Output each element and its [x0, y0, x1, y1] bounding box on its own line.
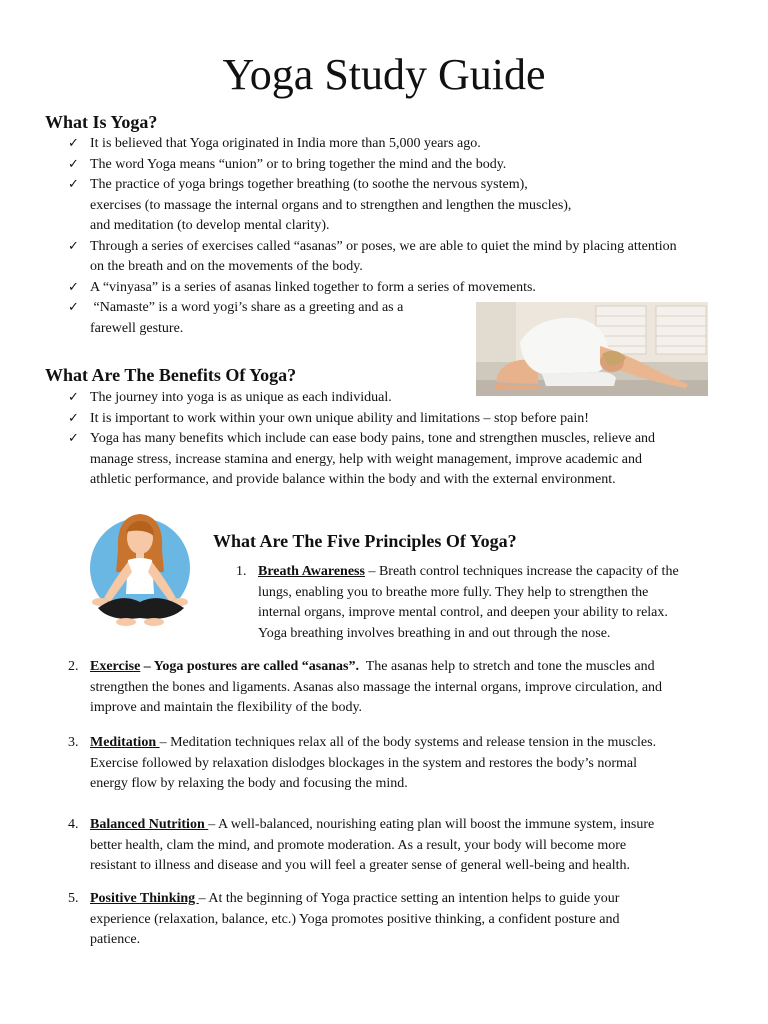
check-mark-icon: ✓	[68, 300, 79, 315]
list-item: ✓ It is important to work within your own unique ability and limitations – stop before pain!	[68, 409, 728, 430]
list-item: ✓ The word Yoga means “union” or to bring together the mind and the body.	[68, 155, 728, 176]
principle-label: Exercise	[90, 659, 141, 674]
check-mark-icon: ✓	[68, 431, 79, 446]
meditating-woman-illustration	[80, 510, 202, 640]
list-item: ✓ Yoga has many benefits which include can ease body pains, tone and strengthen muscles, relieve and manage stress, increase stamina and energy, help with weight management, improve academic and athletic performance, and provide balance within the body and with the external environment.	[68, 431, 656, 487]
check-mark-icon: ✓	[68, 177, 79, 192]
list-item: ✓ Through a series of exercises called “asanas” or poses, we are able to quiet the mind by placing attention on the breath and on the movements of the body.	[68, 238, 677, 274]
check-mark-icon: ✓	[68, 156, 79, 172]
document-page: Yoga Study Guide What Is Yoga? ✓ It is believed that Yoga originated in India more than 5,000 years ago. ✓ The word Yoga means “union” or to bring together the mind and the body. ✓ The practice of yoga brings together breathing (to soothe the nervous system), exercises (to massage the internal organs and to strengthen and lengthen the muscles), and meditation (to develop mental clarity). ✓ Through a series of exercises called “asanas” or poses, we are able to quiet the mind by placing attention on the breath and on the movements of the body. ✓ A “vinyasa” is a series of asanas linked together to form a series of movements. ✓ “Namaste” is a word yogi’s share as a greeting and as a farewell gesture. What Are The Benefits Of Yoga? ✓ The journey into yoga is as unique as each individual. ✓ It is important to work within your own unique ability and limitations – stop before pain! ✓ Yoga has many benefits which include can ease body pains, tone and strengthen muscles, relieve and manage stress, increase stamina and energy, help with weight management, improve academic and athletic performance, and provide balance within the body and with the external environment. What Are The Five Principles Of Yoga? 1. Breath Awareness – Breath control techniques increase the capacity of the lungs, enabling you to breathe more fully. They help to strengthen the internal organs, improve mental control, and deepen your ability to relax. Yoga breathing involves breathing in and out through the nose. 2. Exercise – Yoga postures are called “asanas”. The asanas help to stretch and tone the muscles and strengthen the bones and ligaments. Asanas also massage the internal organs, improve circulation, and improve and maintain the flexibility of the body. 3. Meditation – Meditation techniques relax all of the body systems and release tension in the muscles. Exercise followed by relaxation dislodges blockages in the system and restores the body’s normal energy flow by relaxing the body and focusing the mind. 4. Balanced Nutrition – A well-balanced, nourishing eating plan will boost the immune system, insure better health, clam the mind, and promote moderation. As a result, your body will become more resistant to illness and disease and you will feel a greater sense of general well-being and health. 5. Positive Thinking – At the beginning of Yoga practice setting an intention helps to guide your experience (relaxation, balance, etc.) Yoga promotes positive thinking, a confident posture and patience.	[0, 0, 768, 1024]
list-item: ✓ It is believed that Yoga originated in India more than 5,000 years ago.	[68, 134, 728, 155]
list-item: ✓ “Namaste” is a word yogi’s share as a greeting and as a farewell gesture.	[68, 300, 404, 336]
check-mark-icon: ✓	[68, 136, 79, 151]
avatar-svg	[80, 510, 202, 640]
section-heading-benefits: What Are The Benefits Of Yoga?	[45, 365, 297, 385]
yoga-photo-illustration	[476, 302, 708, 396]
page-title: Yoga Study Guide	[222, 50, 546, 99]
principle-label: Positive Thinking	[90, 891, 199, 906]
principle-label: Meditation	[90, 735, 160, 750]
check-mark-icon: ✓	[68, 279, 79, 295]
section-heading-five-principles: What Are The Five Principles Of Yoga?	[213, 531, 517, 551]
principle-label: Breath Awareness	[258, 564, 365, 579]
list-item: ✓ The practice of yoga brings together breathing (to soothe the nervous system), exercises (to massage the internal organs and to strengthen and lengthen the muscles), and meditation (to develop mental clarity).	[68, 177, 572, 233]
check-mark-icon: ✓	[68, 410, 79, 426]
benefits-list	[68, 388, 728, 491]
yoga-child-pose-photo	[476, 302, 708, 396]
check-mark-icon: ✓	[68, 390, 79, 405]
check-mark-icon: ✓	[68, 238, 79, 254]
principle-label: Balanced Nutrition	[90, 817, 209, 832]
section-heading-what-is-yoga: What Is Yoga?	[45, 112, 158, 132]
list-item: ✓ The journey into yoga is as unique as each individual.	[68, 388, 728, 409]
list-item: ✓ A “vinyasa” is a series of asanas linked together to form a series of movements.	[68, 278, 728, 299]
